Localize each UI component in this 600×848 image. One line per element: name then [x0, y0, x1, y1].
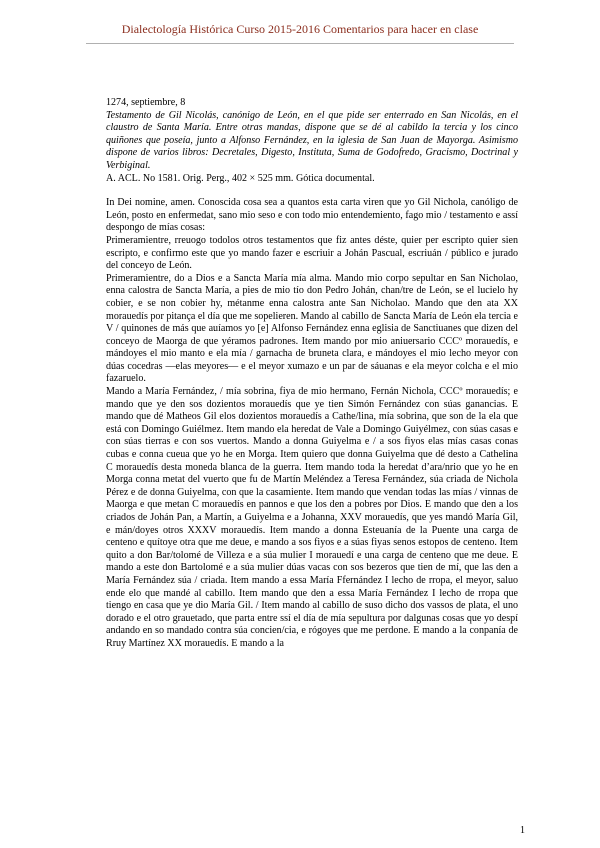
document-summary: Testamento de Gil Nicolás, canónigo de León, en el que pide ser enterrado en San Nicolás, en el claustro de Santa María. Entre otras mandas, dispone que se dé al cabildo la tercia y los cinco quiñones que poseía, junto a Alfonso Fernández, en la iglesia de San Juan de Mayorga. Asimismo dispone de varios libros: Decretales, Digesto, Instituta, Suma de Godofredo, Gracismo, Doctrinal y Verbiginal. — [106, 109, 518, 171]
transcription-paragraph: In Dei nomine, amen. Conoscida cosa sea a quantos esta carta viren que yo Gil Nichola, canóligo de León, posto en enfermedat, sano mio seso e con todo mio entendemiento, fago mio / testamento e assí despongo de mías cosas: — [106, 197, 518, 234]
transcription-paragraph: Primeramientre, do a Dios e a Sancta María mía alma. Mando mio corpo sepultar en San Nicholao, enna calostra de Sancta María, a pies de mio tío don Pedro Johán, chan/tre de León, se el lucielo hy cobier, e se non cobier hy, métanme enna calostra ante San Nicholao. Mando que den ata XX morauedís por pitança el día que me sopelieren. Mando al cabillo de Sancta María de León ela tercia e V / quinones de más que auíamos yo [e] Alfonso Fernández enna eglisia de Sanctiuanes que dizen del conceyo de Maorga de que yéramos padrones. Item mando por mio aniuersario CCCº morauedís, e mándoyes el mio manto e ela mía / garnacha de bruneta clara, e mándoyes el mio lecho meyor con dúas cocedras —elas meyores— e el meyor xumazo e un par de sáuanas e ela meyor colcha e el mio fazaruelo. — [106, 272, 518, 385]
page-number: 1 — [520, 825, 525, 836]
document-body — [106, 97, 518, 651]
document-date: 1274, septiembre, 8 — [106, 97, 186, 108]
transcription-paragraph: Primeramientre, rreuogo todolos otros testamentos que fiz antes déste, quier per escripto quier sien escripto, e confirmo este que yo mando fazer e escriuir a Johán Pascual, escriuán / público e jurado del conceyo de León. — [106, 234, 518, 272]
page-header-title: Dialectología Histórica Curso 2015-2016 Comentarios para hacer en clase — [121, 22, 479, 36]
spacer — [106, 185, 518, 197]
transcription-paragraph: Mando a María Fernández, / mía sobrina, fiya de mio hermano, Fernán Nichola, CCCº morauedís; e mando que ye den sos dozientos morauedís que ye tien Simón Fernández con súas ganancias. E mando que dé Matheos Gil elos dozientos morauedís a Cathe/lina, mía sobrina, que son de la ela que está con Domingo Guiélmez. Item mando ela heredat de Vale a Domingo Guiyélmez, con súas casas e con súas tierras e con sos vuertos. Mando a donna Guiyelma e / a sos fiyos elas mías casas conas cubas e conna cueua que yo he en Morga. Item quiero que donna Guiyelma que dé desto a Cathelina C morauedís desta moneda blanca de la guerra. Item mando toda la heredat d’ara/nrio que yo he en Morga conna metat del vuerto que fu de Martín Meléndez a Teresa Fernández, súa criada de Nichola Pérez e de donna Guiyelma, con que la casamiente. Item mando que vendan todas las mías / vinnas de Maorga e que metan C morauedís en pannos e que los den a pobres por Dios. E mando que den a los criados de Johán Pan, a Martín, a Guiyelma e a Johanna, XXV morauedís, que yes mandó María Gil, e mán/doyes otros XXXV morauedís. Item mando a donna Esteuanía de la Puente una carga de centeno e quítoye otra que me deue, e mando a sos fiyos e a súas fiyas senos estopos de centeno. Item quito a don Bar/tolomé de Villeza e a súa mulier I morauedí e una carga de centeno que me deue. E mando a este don Bartolomé e a súa mulier dúas vacas con sos bezeros que tien de mí, que las den a María Fernández súa / criada. Item mando a essa María Ffernández I lecho de rropa, el meyor, saluo ende elo que mandé al cabillo. Item mando que den a essa María Fernández I lecho de rropa que tiengo en casa que ye dio María Gil. / Item mando al cabillo de suso dicho dos vassos de plata, el uno dorado e el otro grauetado, que parta entre ssí el día de mía sepultura por dalgunas cosas que yo despí andando en so mandado contra súa concien/cia, e rógoyes que me perdone. E mando a la conpanía de Rruy Martínez XX morauedís. E mando a la — [106, 386, 518, 649]
document-source: A. ACL. No 1581. Orig. Perg., 402 × 525 mm. Gótica documental. — [106, 172, 375, 184]
header-divider — [86, 43, 514, 44]
